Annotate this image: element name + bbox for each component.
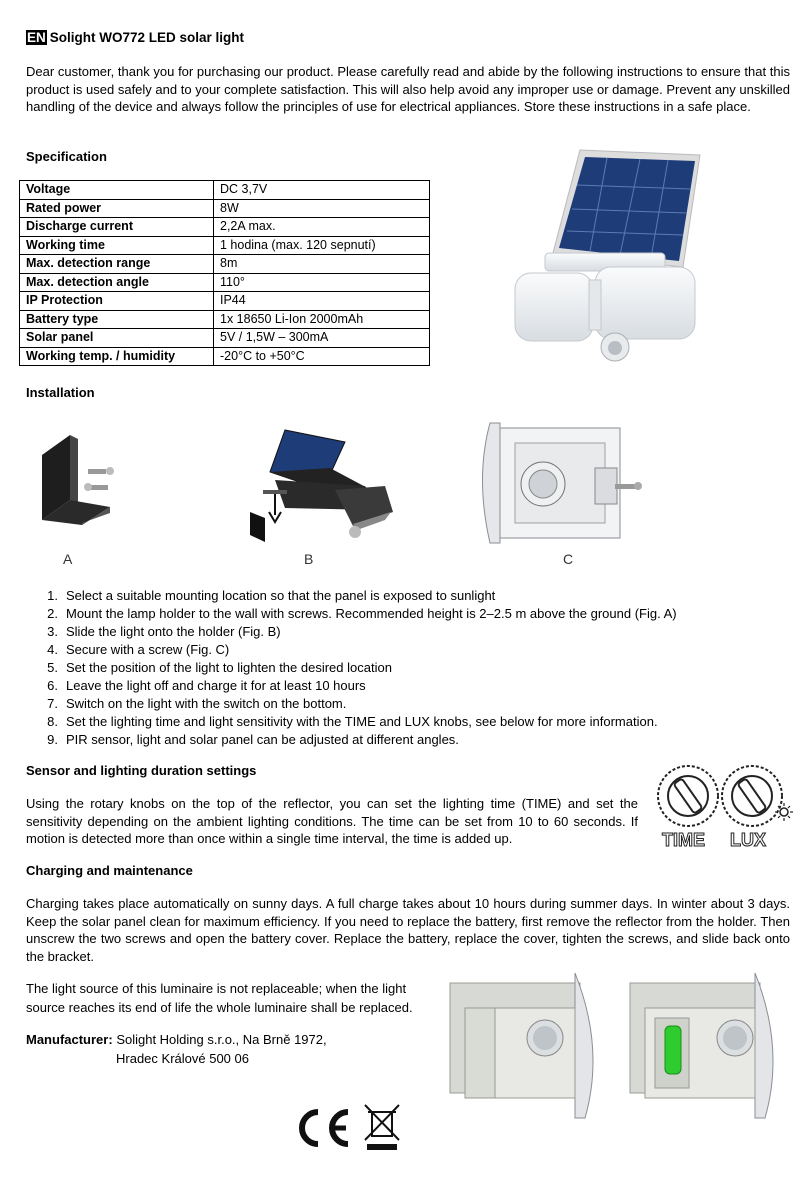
language-badge: EN [27, 30, 46, 45]
figure-b-label: B [304, 551, 314, 567]
installation-step [26, 677, 786, 695]
spec-value: 1 hodina (max. 120 sepnutí) [214, 236, 430, 255]
step-text: Secure with a screw (Fig. C) [66, 642, 230, 657]
figure-c-screw [470, 418, 650, 548]
charging-paragraph: Charging takes place automatically on sunny days. A full charge takes about 10 hours during summer days. In winter about 3 days. Keep the solar panel clean for maximum efficiency. If you need to replace the battery, first remove the reflector from the holder. Then unscrew the two screws and open the battery cover. Replace the battery, replace the cover, tighten the screws, and slide back onto the bracket. [26, 896, 790, 964]
charging-heading: Charging and maintenance [26, 863, 193, 878]
installation-step [26, 641, 786, 659]
intro-paragraph: Dear customer, thank you for purchasing our product. Please carefully read and abide by the following instructions to ensure that this product is used safely and to your complete satisfaction. This will also help avoid any improper use or damage. Prevent any unskilled handling of the device and always follow the principles of use for electrical appliances. Store these instructions in a safe place. [26, 64, 790, 114]
time-lux-knobs [650, 762, 795, 850]
spec-value: 5V / 1,5W – 300mA [214, 329, 430, 348]
figure-c-label: C [563, 551, 574, 567]
battery-cover-open [625, 968, 790, 1128]
light-source-line-1: The light source of this luminaire is not replaceable; when the light [26, 981, 407, 996]
spec-label: Solar panel [20, 329, 214, 348]
spec-label: Working time [20, 236, 214, 255]
step-text: Set the position of the light to lighten the desired location [66, 660, 392, 675]
installation-step [26, 695, 786, 713]
ce-mark-icon [302, 1112, 348, 1144]
spec-row [20, 273, 430, 292]
weee-bin-icon [365, 1105, 399, 1150]
figure-a-bracket [30, 425, 120, 525]
spec-value: IP44 [214, 292, 430, 311]
spec-value: 110° [214, 273, 430, 292]
lux-knob-label: LUX [730, 830, 766, 850]
spec-row [20, 236, 430, 255]
spec-row [20, 218, 430, 237]
spec-label: Battery type [20, 310, 214, 329]
spec-label: Discharge current [20, 218, 214, 237]
light-source-note [26, 980, 413, 1017]
sun-icon [775, 803, 793, 821]
manufacturer-line-2: Hradec Králové 500 06 [116, 1050, 249, 1066]
spec-value: 2,2A max. [214, 218, 430, 237]
spec-row [20, 181, 430, 200]
step-text: Slide the light onto the holder (Fig. B) [66, 624, 281, 639]
time-knob-label: TIME [662, 830, 705, 850]
light-source-line-2: source reaches its end of life the whole luminaire shall be replaced. [26, 999, 413, 1015]
step-text: PIR sensor, light and solar panel can be adjusted at different angles. [66, 732, 459, 747]
spec-label: Max. detection range [20, 255, 214, 274]
step-number: 2. [47, 606, 58, 621]
spec-label: Working temp. / humidity [20, 347, 214, 366]
step-number: 9. [47, 732, 58, 747]
step-number: 6. [47, 678, 58, 693]
step-number: 7. [47, 696, 58, 711]
spec-row [20, 329, 430, 348]
spec-label: IP Protection [20, 292, 214, 311]
installation-step [26, 623, 786, 641]
figure-b-slide [235, 420, 400, 550]
compliance-marks [290, 1100, 405, 1156]
specification-heading: Specification [26, 149, 107, 164]
spec-row [20, 347, 430, 366]
spec-value: 1x 18650 Li-Ion 2000mAh [214, 310, 430, 329]
step-number: 3. [47, 624, 58, 639]
installation-steps [26, 587, 786, 749]
spec-value: 8m [214, 255, 430, 274]
step-text: Set the lighting time and light sensitivity with the TIME and LUX knobs, see below for more information. [66, 714, 658, 729]
document-title [26, 30, 244, 45]
step-number: 1. [47, 588, 58, 603]
spec-row [20, 292, 430, 311]
figure-a-label: A [63, 551, 73, 567]
spec-row [20, 255, 430, 274]
installation-step [26, 659, 786, 677]
installation-step [26, 731, 786, 749]
specification-table [19, 180, 430, 366]
manufacturer-line-1: Solight Holding s.r.o., Na Brně 1972, [116, 1032, 327, 1047]
step-text: Leave the light off and charge it for at least 10 hours [66, 678, 366, 693]
manufacturer-label: Manufacturer: [26, 1032, 113, 1047]
sensor-heading: Sensor and lighting duration settings [26, 763, 257, 778]
spec-label: Max. detection angle [20, 273, 214, 292]
step-text: Select a suitable mounting location so that the panel is exposed to sunlight [66, 588, 496, 603]
step-text: Mount the lamp holder to the wall with screws. Recommended height is 2–2.5 m above the ground (Fig. A) [66, 606, 677, 621]
spec-label: Rated power [20, 199, 214, 218]
product-photo [505, 145, 715, 365]
battery-cover-closed [445, 968, 610, 1128]
step-number: 8. [47, 714, 58, 729]
step-number: 5. [47, 660, 58, 675]
installation-heading: Installation [26, 385, 95, 400]
spec-value: 8W [214, 199, 430, 218]
spec-label: Voltage [20, 181, 214, 200]
battery-icon [665, 1026, 681, 1074]
spec-value: -20°C to +50°C [214, 347, 430, 366]
spec-row [20, 310, 430, 329]
sensor-paragraph: Using the rotary knobs on the top of the reflector, you can set the lighting time (TIME) and set the sensitivity depending on the ambient lighting conditions. The time can be set from 10 to 60 seconds. If motion is detected more than once within a single time interval, the time is added up. [26, 796, 638, 846]
installation-step [26, 605, 786, 623]
spec-value: DC 3,7V [214, 181, 430, 200]
step-text: Switch on the light with the switch on the bottom. [66, 696, 347, 711]
spec-row [20, 199, 430, 218]
installation-step [26, 713, 786, 731]
installation-step [26, 587, 786, 605]
product-title: Solight WO772 LED solar light [49, 30, 245, 45]
manufacturer-block [26, 1031, 327, 1068]
step-number: 4. [47, 642, 58, 657]
